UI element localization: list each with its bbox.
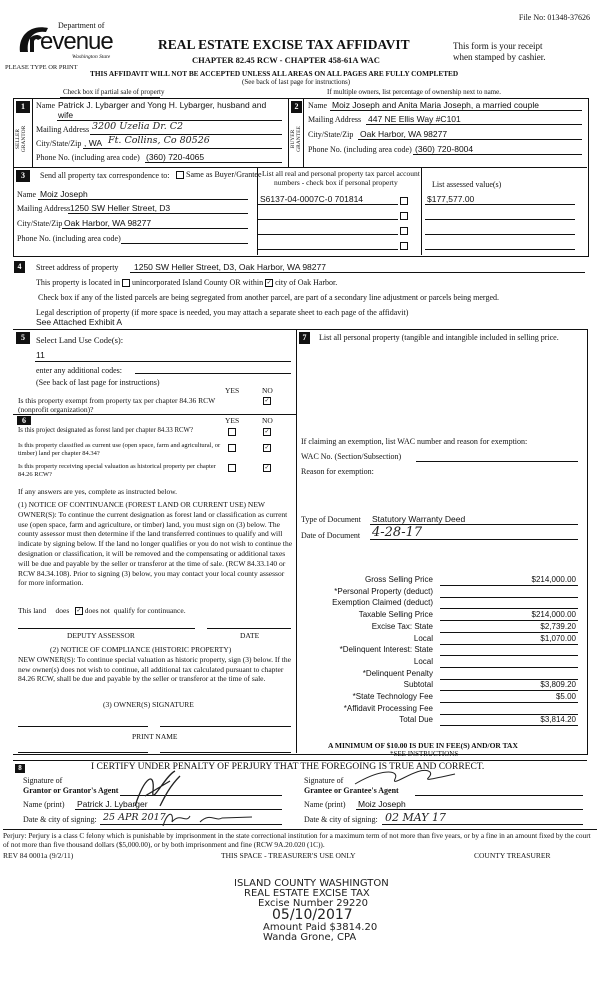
tax-row-label: Gross Selling Price (364, 575, 433, 584)
buyer-address-label: Mailing Address (308, 115, 362, 124)
grantee-signature-line[interactable] (415, 795, 583, 796)
section-1-number: 1 (16, 101, 30, 113)
tax-row-value[interactable]: $214,000.00 (531, 575, 576, 584)
grantor-date-signature (160, 808, 255, 830)
buyer-phone-label: Phone No. (including area code) (308, 145, 412, 154)
grantee-name-label: Name (print) (304, 800, 346, 809)
see-back: (See back of last page for instructions) (242, 78, 351, 86)
seller-city-handwritten[interactable]: Ft. Collins, Co 80526 (108, 135, 210, 146)
grantor-signature-label: Signature of (23, 776, 63, 785)
logo-dept: Department of (58, 21, 105, 30)
tax-row-label: Subtotal (403, 680, 433, 690)
located-label: This property is located in (36, 278, 120, 287)
see-instructions: *SEE INSTRUCTIONS (390, 750, 459, 758)
stamp-amount-paid: Amount Paid $3814.20 (263, 922, 378, 933)
forest-land-question: Is this project designated as forest land per chapter 84.33 RCW? (18, 427, 193, 434)
tax-row-label: Total Due (399, 715, 433, 725)
notice-of-compliance: NEW OWNER(S): To continue special valuation as historic property, sign (3) below. If the new owner(s) does not wish to continue, all additional tax calculated pursuant to chapter 84.26 RCW, shall be due and payable by the seller or transferor at the time of sale. (18, 655, 291, 683)
tax-row-value[interactable]: $214,000.00 (531, 610, 576, 620)
send-correspondence-label: Send all property tax correspondence to: (40, 171, 170, 180)
grantee-agent-label: Grantee or Grantee's Agent (304, 786, 399, 795)
personal-property-label: List all personal property (tangible and intangible included in selling price. (319, 333, 559, 342)
correspondence-phone-field[interactable] (121, 243, 248, 244)
grantor-date-field[interactable]: 25 APR 2017 (103, 812, 166, 823)
print-name-line[interactable] (160, 752, 291, 753)
same-as-buyer-label: Same as Buyer/Grantee (186, 170, 262, 179)
yes-header: YES (225, 386, 240, 395)
this-land-label: This land (18, 606, 47, 615)
personal-property-checkbox[interactable] (400, 242, 408, 250)
correspondence-name-label: Name (17, 190, 37, 199)
stamp-date: 05/10/2017 (272, 907, 353, 923)
assessor-date-label: DATE (240, 631, 260, 640)
owner-signature-line[interactable] (160, 726, 291, 727)
seller-address-label: Mailing Address (36, 125, 90, 134)
section-3-number: 3 (16, 170, 30, 182)
tax-row-value[interactable]: $1,070.00 (540, 633, 576, 643)
correspondence-phone-label: Phone No. (including area code) (17, 234, 121, 243)
section-4-number: 4 (14, 261, 25, 273)
section-5-number: 5 (16, 332, 30, 344)
seller-name-field[interactable]: Patrick J. Lybarger and Yong H. Lybarger, husband and (58, 100, 267, 110)
seller-city-label: City/State/Zip (36, 139, 82, 148)
tax-row-label: Exemption Claimed (deduct) (332, 598, 433, 608)
stamp-county: ISLAND COUNTY WASHINGTON (234, 878, 389, 889)
county-treasurer-label: COUNTY TREASURER (474, 851, 551, 860)
receipt-note-1: This form is your receipt (453, 41, 543, 51)
minimum-due-note: A MINIMUM OF $10.00 IS DUE IN FEE(S) AND/OR TAX (328, 741, 518, 750)
multiple-owners-note: If multiple owners, list percentage of ownership next to name. (327, 88, 501, 96)
legal-description-label: Legal description of property (if more space is needed, you may attach a separate sheet to each page of the affidavit) (36, 308, 409, 317)
document-type-label: Type of Document (301, 515, 361, 524)
forest-no-checkbox[interactable]: ✓ (264, 428, 270, 435)
buyer-grantee-label: BUYER GRANTEE (290, 126, 302, 152)
tax-row-value[interactable]: $3,814.20 (540, 715, 576, 725)
exempt-no-checkbox[interactable]: ✓ (264, 397, 270, 404)
seller-city-typed[interactable]: , WA (84, 138, 103, 148)
tax-row-label: Local (413, 633, 433, 643)
correspondence-city-label: City/State/Zip (17, 219, 63, 228)
owner-signature-line[interactable] (18, 726, 148, 727)
does-option[interactable]: does (55, 606, 70, 615)
parcel-header-1: List all real and personal property tax parcel account (262, 169, 420, 178)
seller-name-field-2[interactable]: wife (58, 110, 74, 120)
no-header: NO (262, 416, 273, 425)
historic-yes-checkbox[interactable] (228, 464, 236, 472)
page-title: REAL ESTATE EXCISE TAX AFFIDAVIT (158, 37, 410, 52)
certify-statement: I CERTIFY UNDER PENALTY OF PERJURY THAT THE FOREGOING IS TRUE AND CORRECT. (91, 762, 485, 772)
if-yes-instruction: If any answers are yes, complete as instructed below. (18, 487, 178, 496)
exempt-question: Is this property exempt from property tax per chapter 84.36 RCW (nonprofit organization)? (18, 396, 216, 414)
segregated-label[interactable]: Check box if any of the listed parcels are being segregated from another parcel, are part of a secondary line adjustment or parcels being merged. (38, 293, 499, 302)
additional-codes-label: enter any additional codes: (36, 366, 122, 375)
parcel-header-2: numbers - check box if personal property (274, 178, 398, 187)
owner-signature-label: (3) OWNER(S) SIGNATURE (103, 700, 194, 709)
city-checkbox[interactable]: ✓ (266, 279, 272, 287)
tax-row-label: *Personal Property (deduct) (334, 586, 433, 596)
reason-label: Reason for exemption: (301, 467, 374, 476)
street-address-field[interactable]: 1250 SW Heller Street, D3, Oak Harbor, WA 98277 (134, 262, 326, 272)
land-use-label: Select Land Use Code(s): (36, 335, 124, 345)
buyer-city-label: City/State/Zip (308, 130, 354, 139)
unincorporated-checkbox[interactable] (122, 279, 130, 287)
section-2-number: 2 (291, 101, 302, 113)
grantor-date-label: Date & city of signing: (23, 815, 97, 824)
unincorporated-label: unincorporated Island County OR within (131, 278, 264, 287)
personal-property-checkbox[interactable] (400, 212, 408, 220)
tax-row-label: *Delinquent Interest: State (339, 645, 433, 655)
document-date-field[interactable]: 4-28-17 (372, 525, 423, 540)
buyer-phone-field[interactable]: (360) 720-8004 (415, 144, 474, 154)
buyer-name-field[interactable]: Moiz Joseph and Anita Maria Joseph, a married couple (332, 100, 539, 110)
deputy-assessor-line[interactable] (18, 628, 195, 629)
grantor-name-label: Name (print) (23, 800, 65, 809)
chapter-line: CHAPTER 82.45 RCW - CHAPTER 458-61A WAC (192, 55, 380, 65)
correspondence-address-field[interactable]: 1250 SW Heller Street, D3 (70, 203, 171, 213)
stamp-tax: REAL ESTATE EXCISE TAX (244, 888, 370, 899)
city-label: city of Oak Harbor. (275, 278, 338, 287)
grantor-name-field[interactable]: Patrick J. Lybarger (77, 799, 148, 809)
personal-property-checkbox[interactable] (400, 227, 408, 235)
same-as-buyer-checkbox[interactable] (176, 170, 262, 179)
perjury-notice: Perjury: Perjury is a class C felony which is punishable by imprisonment in the state correctional institution for a maximum term of not more than five years, or by a fine in an amount fixed by the court of not more than five thousand dollars ($5,000.00), or by both imprisonment and fine (RCW 9A.20.020 (1C)). (3, 831, 591, 849)
file-number: File No: 01348-37626 (518, 13, 590, 22)
current-use-yes-checkbox[interactable] (228, 444, 236, 452)
grantor-agent-label: Grantor or Grantor's Agent (23, 786, 119, 795)
assessor-date-line[interactable] (207, 628, 291, 629)
stamp-excise-number: Excise Number 29220 (258, 898, 369, 909)
section-8-number: 8 (15, 764, 25, 773)
tax-row-label: *Affidavit Processing Fee (343, 703, 433, 713)
stamp-treasurer: Wanda Grone, CPA (263, 932, 357, 943)
tax-row-value[interactable]: $5.00 (555, 692, 576, 701)
grantee-date-label: Date & city of signing: (304, 815, 378, 824)
historic-no-checkbox[interactable]: ✓ (264, 464, 270, 471)
logo-name: evenue (40, 28, 113, 55)
forest-yes-checkbox[interactable] (228, 428, 236, 436)
logo-state: Washington State (72, 54, 111, 60)
section-7-number: 7 (299, 332, 310, 344)
seller-grantor-label: SELLER GRANTOR (15, 125, 27, 153)
buyer-name-label: Name (308, 101, 328, 110)
parcel-number-field[interactable]: S6137-04-0007C-0 701814 (260, 194, 364, 204)
notice-of-continuance: (1) NOTICE OF CONTINUANCE (FOREST LAND OR CURRENT USE) NEW OWNER(S): To continue the current designation as forest land or classification as current use (open space, farm and agriculture, or timber) land, you must sign on (3) below. The county assessor must then determine if the land transferred continues to qualify and will indicate by signing below. If the land no longer qualifies or you do not wish to continue the designation or classification, it will be removed and the compensating or additional taxes will be due and payable by the seller or transferor at the time of sale. (RCW 84.33.140 or RCW 84.34.108). Prior to signing (3) below, you may contact your local county assessor for more information. (18, 500, 293, 588)
seller-phone-label: Phone No. (including area code) (36, 153, 140, 162)
print-name-line[interactable] (18, 752, 148, 753)
correspondence-name-field[interactable]: Moiz Joseph (40, 189, 88, 199)
buyer-address-field[interactable]: 447 NE Ellis Way #C101 (368, 114, 461, 124)
print-name-label: PRINT NAME (132, 732, 178, 741)
does-not-checkbox[interactable]: ✓ (76, 607, 82, 615)
exemption-label: If claiming an exemption, list WAC number and reason for exemption: (301, 437, 528, 446)
grantee-date-field[interactable]: 02 MAY 17 (385, 811, 447, 824)
seller-name-label: Name (36, 101, 56, 110)
please-type: PLEASE TYPE OR PRINT (5, 64, 78, 71)
receipt-note-2: when stamped by cashier. (453, 52, 546, 62)
wac-label: WAC No. (Section/Subsection) (301, 452, 402, 461)
treasurer-use-label: THIS SPACE - TREASURER'S USE ONLY (221, 851, 356, 860)
does-not-option[interactable]: does not (84, 606, 110, 615)
tax-row-label: Taxable Selling Price (358, 610, 433, 620)
grantee-signature (350, 764, 460, 792)
additional-codes-field[interactable] (135, 373, 291, 374)
notice-of-compliance-title: (2) NOTICE OF COMPLIANCE (HISTORIC PROPERTY) (50, 645, 232, 654)
assessed-value-field[interactable]: $177,577.00 (427, 194, 475, 204)
buyer-city-field[interactable]: Oak Harbor, WA 98277 (360, 129, 448, 139)
no-header: NO (262, 386, 273, 395)
tax-row-value[interactable]: $3,809.20 (540, 680, 576, 690)
correspondence-city-field[interactable]: Oak Harbor, WA 98277 (64, 218, 152, 228)
warning: THIS AFFIDAVIT WILL NOT BE ACCEPTED UNLESS ALL AREAS ON ALL PAGES ARE FULLY COMPLETED (90, 69, 459, 78)
current-use-question: Is this property classified as current use (open space, farm and agricultural, or timber) land per chapter 84.34? (18, 442, 221, 457)
tax-row-label: Local (413, 656, 433, 666)
document-date-label: Date of Document (301, 531, 361, 540)
wac-field[interactable] (416, 461, 578, 462)
correspondence-address-label: Mailing Address (17, 204, 71, 213)
partial-sale-label[interactable]: Check box if partial sale of property (63, 88, 165, 96)
historic-question: Is this property receiving special valuation as historical property per chapter 84.26 RCW? (18, 463, 216, 478)
grantee-name-field[interactable]: Moiz Joseph (358, 799, 406, 809)
assessed-header: List assessed value(s) (432, 180, 502, 189)
seller-phone-field[interactable]: (360) 720-4065 (146, 152, 205, 162)
personal-property-checkbox[interactable] (400, 197, 408, 205)
tax-row-value[interactable]: $2,739.20 (540, 621, 576, 631)
land-use-see-back: (See back of last page for instructions) (36, 378, 160, 387)
document-type-field[interactable]: Statutory Warranty Deed (372, 514, 466, 524)
form-revision: REV 84 0001a (9/2/11) (3, 851, 74, 860)
legal-description-field[interactable]: See Attached Exhibit A (36, 317, 123, 327)
land-use-code-field[interactable]: 11 (36, 350, 45, 360)
grantee-signature-label: Signature of (304, 776, 344, 785)
tax-row-label: Excise Tax: State (371, 621, 433, 631)
seller-address-field[interactable]: 3200 Uzelia Dr. C2 (92, 121, 184, 132)
tax-row-label: *Delinquent Penalty (362, 668, 433, 678)
yes-header: YES (225, 416, 240, 425)
tax-row-label: *State Technology Fee (352, 692, 433, 701)
street-address-label: Street address of property (36, 263, 119, 272)
current-use-no-checkbox[interactable]: ✓ (264, 444, 270, 451)
deputy-assessor-label: DEPUTY ASSESSOR (67, 631, 135, 640)
section-6-number: 6 (17, 416, 31, 425)
qualify-label: qualify for continuance. (113, 606, 186, 615)
